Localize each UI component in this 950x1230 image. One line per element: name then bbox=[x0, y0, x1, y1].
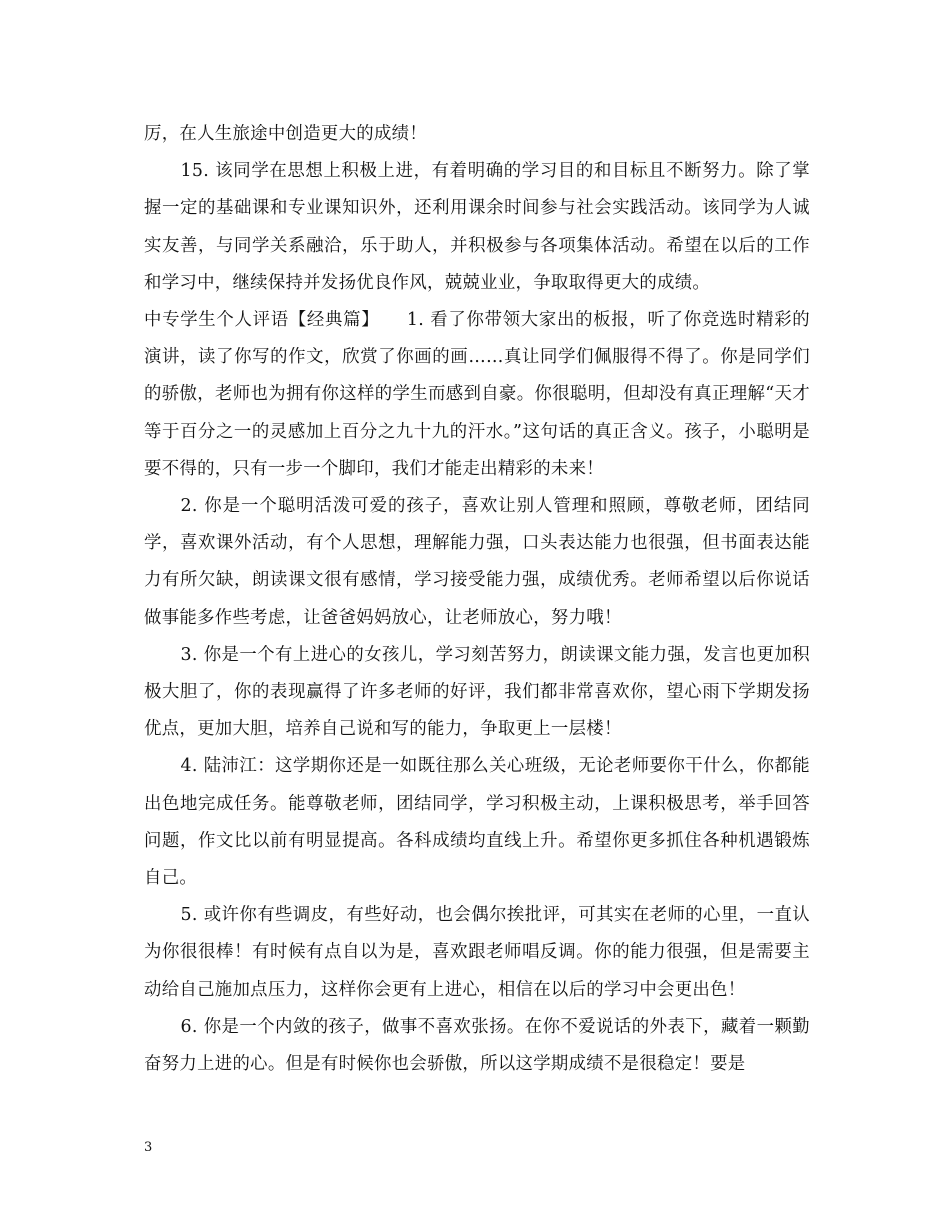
paragraph-item-5: 5. 或许你有些调皮，有些好动，也会偶尔挨批评，可其实在老师的心里，一直认为你很很棒！有时候有点自以为是，喜欢跟老师唱反调。你的能力很强，但是需要主动给自己施加点压力，这样你会更有上进心，相信在以后的学习中会更出色！ bbox=[144, 905, 810, 1000]
paragraph-section-heading-item-1: 中专学生个人评语【经典篇】 1. 看了你带领大家出的板报，听了你竞选时精彩的演讲，读了你写的作文，欣赏了你画的画……真让同学们佩服得不得了。你是同学们的骄傲，老师也为拥有你这样的学生而感到自豪。你很聪明，但却没有真正理解“天才等于百分之一的灵感加上百分之九十九的汗水。”这句话的真正含义。孩子，小聪明是要不得的，只有一步一个脚印，我们才能走出精彩的未来！ bbox=[144, 310, 810, 479]
paragraph-item-15: 15. 该同学在思想上积极上进，有着明确的学习目的和目标且不断努力。除了掌握一定的基础课和专业课知识外，还利用课余时间参与社会实践活动。该同学为人诚实友善，与同学关系融洽，乐于助人，并积极参与各项集体活动。希望在以后的工作和学习中，继续保持并发扬优良作风，兢兢业业，争取取得更大的成绩。 bbox=[144, 161, 810, 293]
paragraph-item-4: 4. 陆沛江：这学期你还是一如既往那么关心班级，无论老师要你干什么，你都能出色地完成任务。能尊敬老师，团结同学，学习积极主动，上课积极思考，举手回答问题，作文比以前有明显提高。各科成绩均直线上升。希望你更多抓住各种机遇锻炼自己。 bbox=[144, 756, 810, 889]
paragraph-item-6: 6. 你是一个内敛的孩子，做事不喜欢张扬。在你不爱说话的外表下，藏着一颗勤奋努力上进的心。但是有时候你也会骄傲，所以这学期成绩不是很稳定！要是 bbox=[144, 1016, 810, 1075]
paragraph-item-2: 2. 你是一个聪明活泼可爱的孩子，喜欢让别人管理和照顾，尊敬老师，团结同学，喜欢课外活动，有个人思想，理解能力强，口头表达能力也很强，但书面表达能力有所欠缺，朗读课文很有感情，学习接受能力强，成绩优秀。老师希望以后你说话做事能多作些考虑，让爸爸妈妈放心，让老师放心，努力哦！ bbox=[144, 496, 810, 628]
page-number: 3 bbox=[144, 1140, 153, 1155]
paragraph-continuation: 厉，在人生旅途中创造更大的成绩！ bbox=[144, 124, 428, 144]
paragraph-item-3: 3. 你是一个有上进心的女孩儿，学习刻苦努力，朗读课文能力强，发言也更加积极大胆了，你的表现赢得了许多老师的好评，我们都非常喜欢你，望心雨下学期发扬优点，更加大胆，培养自己说和写的能力，争取更上一层楼！ bbox=[144, 644, 810, 740]
document-body bbox=[144, 116, 810, 1083]
